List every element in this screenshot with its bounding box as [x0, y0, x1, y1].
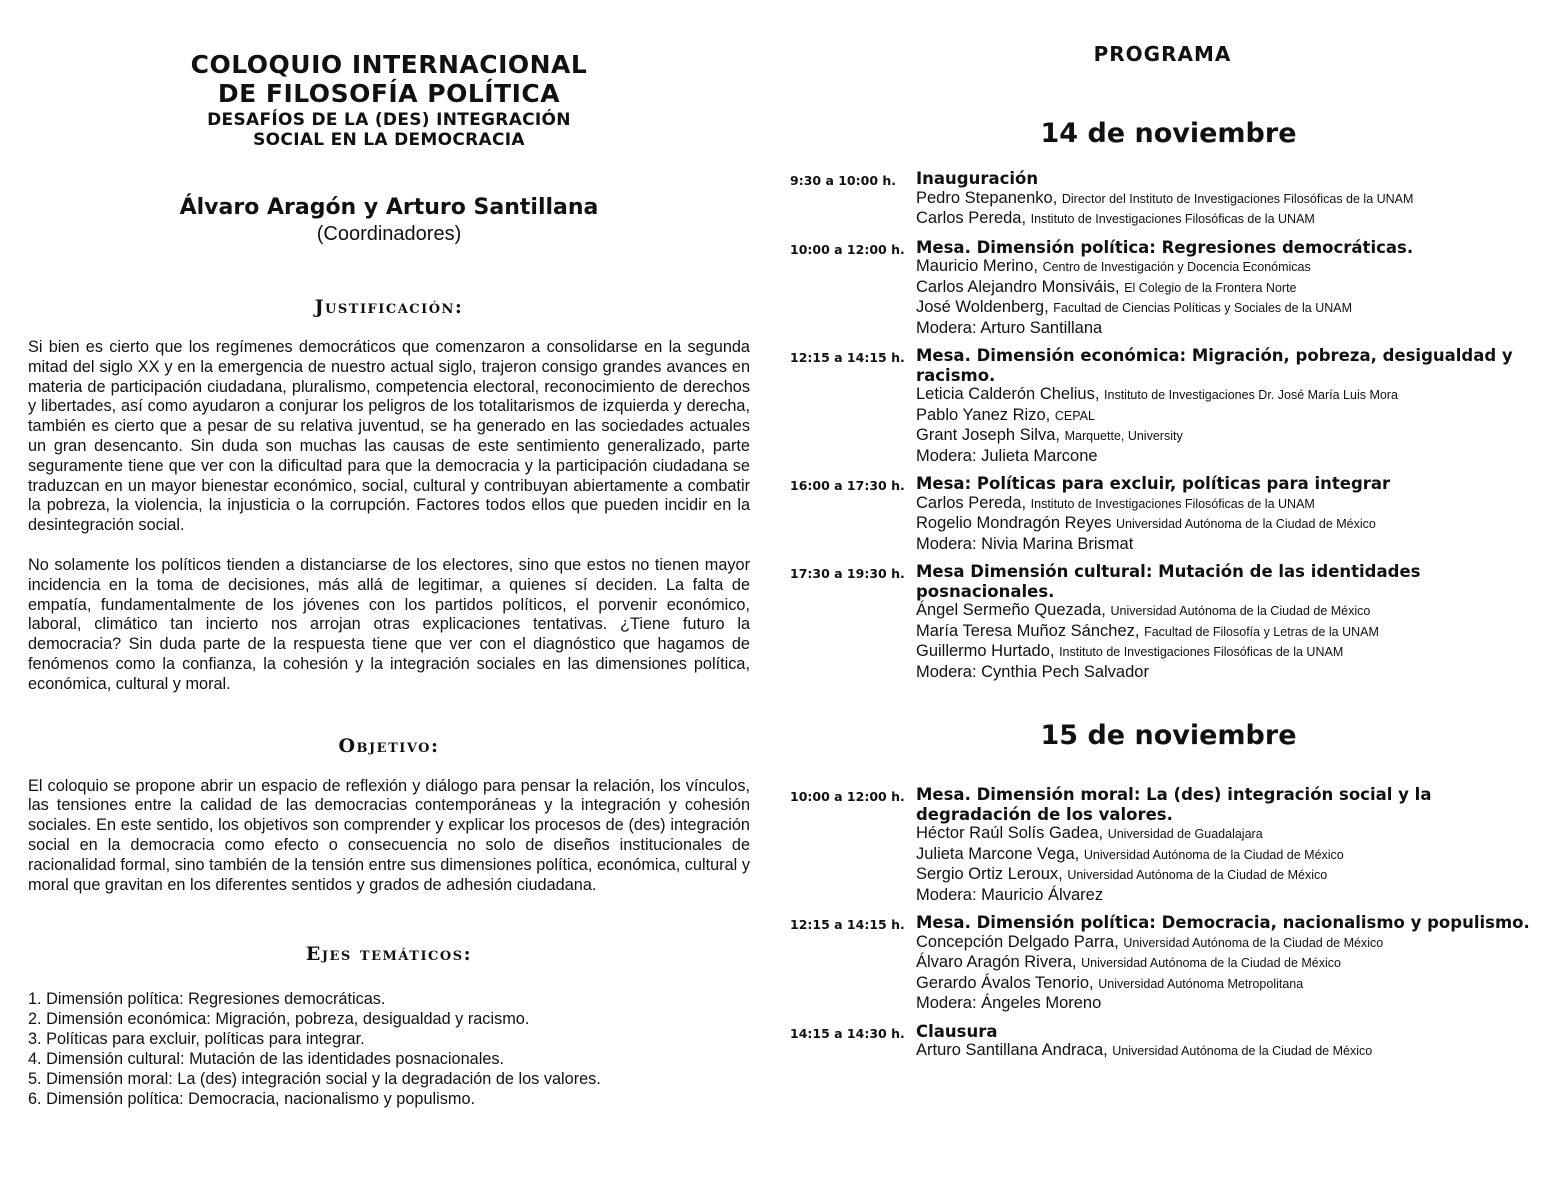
participant-line: [916, 886, 1535, 906]
participant-affiliation: Instituto de Investigaciones Filosóficas de la UNAM: [1030, 496, 1315, 511]
participant-name: Ángel Sermeño Quezada,: [916, 601, 1106, 619]
justificacion-heading: Justificación:: [314, 296, 464, 318]
participant-name: Modera: Arturo Santillana: [916, 318, 1103, 337]
participant-affiliation: Instituto de Investigaciones Filosóficas de la UNAM: [1030, 212, 1315, 226]
participant-affiliation: Universidad Autónoma de la Ciudad de México: [1110, 604, 1371, 618]
participant-name: José Woldenberg,: [916, 298, 1049, 316]
eje-item: 1. Dimensión política: Regresiones democráticas.: [28, 990, 386, 1009]
participant-name: Concepción Delgado Parra,: [916, 932, 1119, 951]
session-body: [916, 785, 1535, 905]
participant-line: [916, 865, 1535, 886]
eje-item: 5. Dimensión moral: La (des) integración social y la degradación de los valores.: [28, 1070, 601, 1089]
participant-affiliation: Marquette, University: [1064, 429, 1183, 443]
session-row: [790, 474, 1535, 554]
eje-item: 3. Políticas para excluir, políticas para integrar.: [28, 1030, 365, 1049]
session-title: Mesa. Dimensión moral: La (des) integración social y la degradación de los valores.: [916, 785, 1432, 824]
session-title: Inauguración: [916, 169, 1039, 188]
participant-name: Carlos Pereda,: [916, 493, 1027, 512]
session-row: [790, 346, 1535, 466]
participant-affiliation: Centro de Investigación y Docencia Económicas: [1042, 260, 1311, 274]
participant-name: Guillermo Hurtado,: [916, 642, 1055, 660]
day-2-title: 15 de noviembre: [1040, 720, 1297, 751]
participant-line: [916, 189, 1535, 210]
participant-line: [916, 933, 1535, 954]
participant-name: Álvaro Aragón Rivera,: [916, 953, 1077, 971]
participant-line: [916, 994, 1535, 1014]
subtitle-line-1: DESAFÍOS DE LA (DES) INTEGRACIÓN: [207, 110, 571, 130]
participant-line: [916, 1041, 1535, 1062]
participant-name: Rogelio Mondragón Reyes: [916, 514, 1112, 532]
participant-line: [916, 385, 1535, 406]
participant-line: [916, 535, 1535, 555]
session-time: 14:15 a 14:30 h.: [790, 1025, 905, 1041]
day-1-schedule: [790, 169, 1535, 682]
coordinators-note: (Coordinadores): [316, 223, 462, 245]
session-body: [916, 474, 1535, 554]
participant-affiliation: Universidad Autónoma de la Ciudad de México: [1067, 868, 1328, 882]
session-body: [916, 169, 1535, 230]
participant-line: [916, 622, 1535, 643]
participant-name: Modera: Cynthia Pech Salvador: [916, 662, 1149, 681]
participant-name: Modera: Mauricio Álvarez: [916, 885, 1104, 904]
main-title: [28, 50, 750, 108]
session-title: Mesa. Dimensión política: Democracia, nacionalismo y populismo.: [916, 913, 1530, 932]
participant-affiliation: Director del Instituto de Investigaciones Filosóficas de la UNAM: [1061, 191, 1414, 206]
ejes-list: [28, 989, 750, 1109]
eje-item: 2. Dimensión económica: Migración, pobreza, desigualdad y racismo.: [28, 1010, 530, 1029]
participant-name: Carlos Pereda,: [916, 209, 1027, 227]
participant-name: Julieta Marcone Vega,: [916, 844, 1080, 863]
session-time: 10:00 a 12:00 h.: [790, 241, 905, 257]
participant-line: [916, 494, 1535, 515]
session-time: 9:30 a 10:00 h.: [790, 173, 897, 188]
session-body: [916, 562, 1535, 682]
participant-name: Modera: Julieta Marcone: [916, 446, 1098, 465]
participant-name: Modera: Nivia Marina Brismat: [916, 534, 1134, 553]
participant-name: Pablo Yanez Rizo,: [916, 405, 1051, 424]
participant-affiliation: Universidad Autónoma de la Ciudad de México: [1083, 847, 1344, 862]
participant-affiliation: Universidad Autónoma de la Ciudad de México: [1115, 517, 1376, 531]
participant-line: [916, 426, 1535, 447]
left-column: [28, 50, 750, 1109]
session-time: 10:00 a 12:00 h.: [790, 789, 905, 804]
session-row: [790, 913, 1535, 1014]
participant-line: [916, 447, 1535, 467]
day-1-title: 14 de noviembre: [1040, 118, 1297, 149]
participant-affiliation: Instituto de Investigaciones Filosóficas de la UNAM: [1059, 645, 1344, 659]
participant-affiliation: CEPAL: [1054, 408, 1095, 423]
eje-item: 4. Dimensión cultural: Mutación de las identidades posnacionales.: [28, 1050, 505, 1069]
participant-affiliation: Instituto de Investigaciones Dr. José María Luis Mora: [1104, 388, 1398, 402]
participant-line: [916, 601, 1535, 622]
participant-line: [916, 642, 1535, 663]
justificacion-paragraph-2: No solamente los políticos tienden a distanciarse de los electores, sino que estos no tienen mayor incidencia en la toma de decisiones, más allá de legitimar, a quienes sí deciden. La falta de empatía, fundamentalmente de los jóvenes con los partidos políticos, el porvenir económico, laboral, climático tan incierto nos arrojan otras explicaciones tentativas. ¿Tiene futuro la democracia? Sin duda parte de la respuesta tiene que ver con el diagnóstico que hagamos de fenómenos como la confianza, la cohesión y la integración sociales en las dimensiones política, económica, cultural y moral.: [28, 555, 750, 693]
session-body: [916, 1022, 1535, 1062]
participant-line: [916, 257, 1535, 278]
session-row: [790, 785, 1535, 905]
day-2-schedule: [790, 785, 1535, 1062]
session-title: Clausura: [916, 1021, 998, 1041]
participant-line: [916, 845, 1535, 866]
participant-line: [916, 298, 1535, 319]
participant-line: [916, 974, 1535, 995]
title-line-2: DE FILOSOFÍA POLÍTICA: [217, 79, 561, 108]
session-time: 12:15 a 14:15 h.: [790, 917, 905, 932]
session-title: Mesa: Políticas para excluir, políticas para integrar: [916, 474, 1391, 493]
eje-item: 6. Dimensión política: Democracia, nacionalismo y populismo.: [28, 1090, 476, 1109]
participant-affiliation: Universidad Autónoma Metropolitana: [1098, 976, 1304, 991]
coordinators: Álvaro Aragón y Arturo Santillana: [179, 195, 599, 220]
session-row: [790, 562, 1535, 682]
participant-name: Carlos Alejandro Monsiváis,: [916, 277, 1120, 296]
title-line-1: COLOQUIO INTERNACIONAL: [190, 50, 588, 79]
participant-name: Grant Joseph Silva,: [916, 426, 1060, 444]
session-time: 17:30 a 19:30 h.: [790, 566, 905, 581]
participant-affiliation: Universidad Autónoma de la Ciudad de México: [1123, 935, 1384, 950]
session-time: 16:00 a 17:30 h.: [790, 478, 905, 493]
participant-name: Sergio Ortiz Leroux,: [916, 865, 1063, 883]
session-body: [916, 913, 1535, 1014]
subtitle: [28, 110, 750, 150]
participant-name: Modera: Ángeles Moreno: [916, 994, 1102, 1012]
session-title: Mesa. Dimensión política: Regresiones democráticas.: [916, 237, 1414, 257]
participant-line: [916, 209, 1535, 230]
subtitle-line-2: SOCIAL EN LA DEMOCRACIA: [253, 130, 525, 150]
participant-name: Arturo Santillana Andraca,: [916, 1041, 1108, 1059]
session-row: [790, 1022, 1535, 1062]
participant-affiliation: Universidad de Guadalajara: [1107, 827, 1263, 841]
participant-name: Pedro Stepanenko,: [916, 188, 1058, 207]
participant-affiliation: Universidad Autónoma de la Ciudad de México: [1081, 956, 1341, 970]
session-row: [790, 238, 1535, 339]
participant-name: Gerardo Ávalos Tenorio,: [916, 973, 1094, 992]
participant-line: [916, 663, 1535, 683]
participant-affiliation: Facultad de Filosofía y Letras de la UNAM: [1144, 624, 1379, 639]
participant-name: Leticia Calderón Chelius,: [916, 385, 1100, 403]
participant-line: [916, 953, 1535, 974]
participant-line: [916, 406, 1535, 427]
participant-affiliation: Universidad Autónoma de la Ciudad de México: [1112, 1044, 1373, 1058]
participant-line: [916, 278, 1535, 299]
participant-name: Héctor Raúl Solís Gadea,: [916, 824, 1104, 842]
right-column: [790, 42, 1535, 1070]
participant-line: [916, 319, 1535, 339]
session-time: 12:15 a 14:15 h.: [790, 350, 905, 365]
objetivo-heading: Objetivo:: [338, 734, 440, 757]
participant-line: [916, 514, 1535, 535]
session-row: [790, 169, 1535, 230]
programa-heading: PROGRAMA: [1093, 42, 1232, 66]
session-body: [916, 346, 1535, 466]
session-title: Mesa. Dimensión económica: Migración, pobreza, desigualdad y racismo.: [916, 346, 1513, 385]
session-title: Mesa Dimensión cultural: Mutación de las identidades posnacionales.: [916, 562, 1421, 601]
participant-name: Mauricio Merino,: [916, 257, 1038, 275]
participant-name: María Teresa Muñoz Sánchez,: [916, 621, 1140, 640]
ejes-heading: Ejes temáticos:: [305, 943, 473, 966]
justificacion-paragraph-1: Si bien es cierto que los regímenes democráticos que comenzaron a consolidarse en la segunda mitad del siglo XX y en la emergencia de nuestro actual siglo, trajeron consigo grandes avances en materia de participación ciudadana, pluralismo, competencia electoral, reconocimiento de derechos y libertades, así como ayudaron a conjurar los peligros de los totalitarismos de izquierda y derecha, también es cierto que a pesar de su relativa juventud, se ha generado en las sociedades actuales un gran desencanto. Sin duda son muchas las causas de este sentimiento generalizado, parte seguramente tiene que ver con la dificultad para que la democracia y la participación ciudadana se traduzcan en un mayor bienestar económico, social, cultural y contribuyan abiertamente a combatir la pobreza, la violencia, la injusticia o la corrupción. Factores todos ellos que pueden incidir en la desintegración social.: [28, 338, 750, 535]
session-body: [916, 238, 1535, 339]
participant-line: [916, 824, 1535, 845]
objetivo-paragraph: El coloquio se propone abrir un espacio de reflexión y diálogo para pensar la relación, los vínculos, las tensiones entre la calidad de las democracias contemporáneas y la integración y cohesión sociales. En este sentido, los objetivos son comprender y explicar los procesos de (des) integración social en la democracia como efecto o consecuencia no solo de diseños institucionales de racionalidad formal, sino también de la tensión entre sus dimensiones política, económica, cultural y moral que gravitan en los diferentes sentidos y grados de adhesión ciudadana.: [28, 776, 750, 894]
participant-affiliation: El Colegio de la Frontera Norte: [1124, 280, 1297, 295]
participant-affiliation: Facultad de Ciencias Políticas y Sociales de la UNAM: [1053, 301, 1353, 315]
